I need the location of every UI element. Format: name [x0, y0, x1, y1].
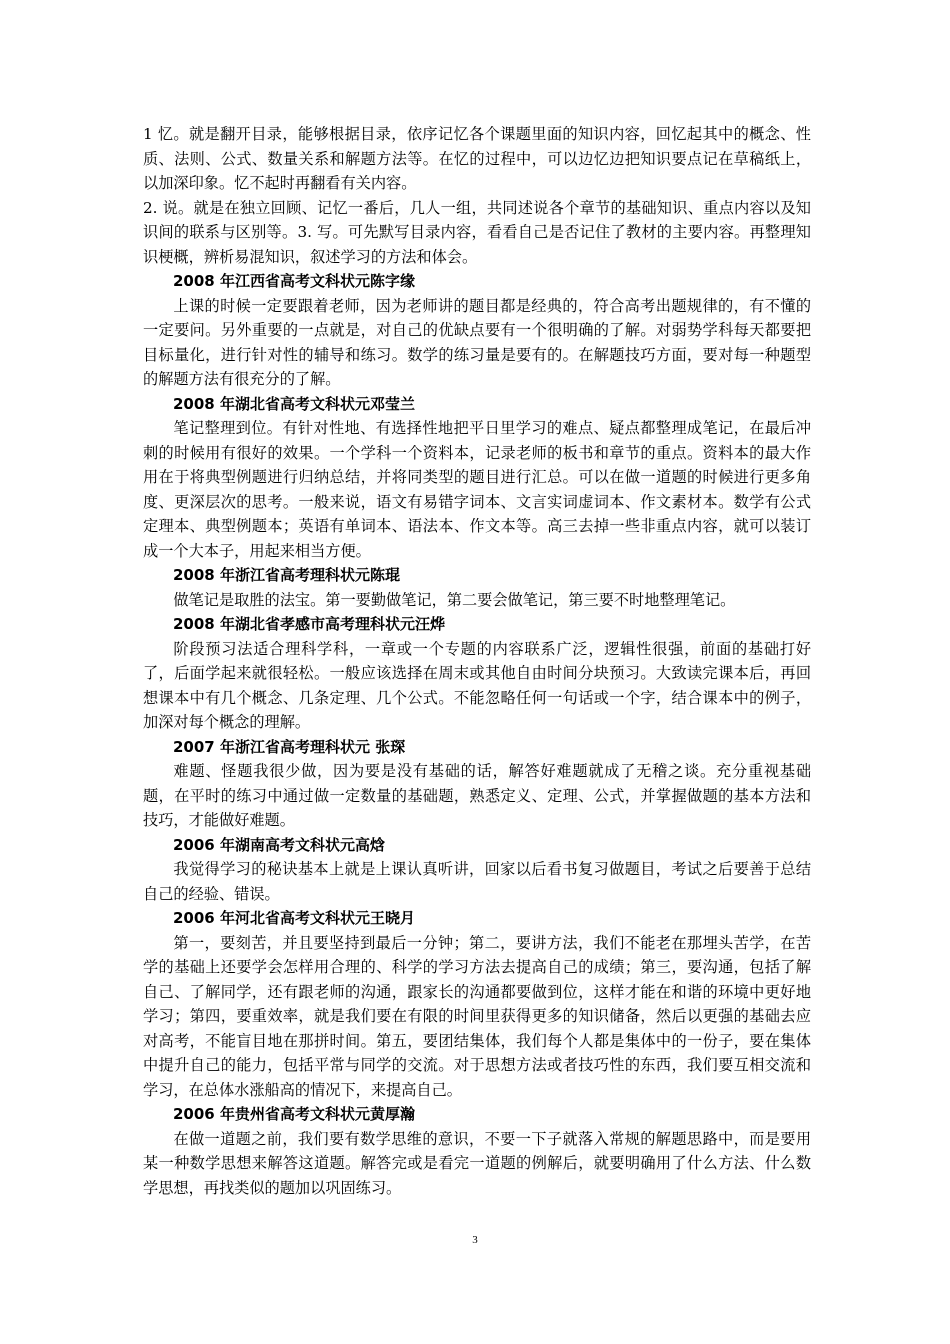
- section-body: 难题、怪题我很少做，因为要是没有基础的话，解答好难题就成了无稽之谈。充分重视基础题，在平时的练习中通过做一定数量的基础题，熟悉定义、定理、公式，并掌握做题的基本方法和技巧，才能做好难题。: [143, 762, 811, 829]
- page-number: 3: [472, 1234, 478, 1246]
- section-heading: 2008 年江西省高考文科状元陈字缘: [173, 272, 415, 290]
- section-body: 笔记整理到位。有针对性地、有选择性地把平日里学习的难点、疑点都整理成笔记，在最后冲刺的时候用有很好的效果。一个学科一个资料本，记录老师的板书和章节的重点。资料本的最大作用在于将典型例题进行归纳总结，并将同类型的题目进行汇总。可以在做一道题的时候进行更多角度、更深层次的思考。一般来说，语文有易错字词本、文言实词虚词本、作文素材本。数学有公式定理本、典型例题本；英语有单词本、语法本、作文本等。高三去掉一些非重点内容，就可以装订成一个大本子，用起来相当方便。: [143, 419, 811, 560]
- section-body: 第一，要刻苦，并且要坚持到最后一分钟；第二，要讲方法，我们不能老在那埋头苦学，在苦学的基础上还要学会怎样用合理的、科学的学习方法去提高自己的成绩；第三，要沟通，包括了解自己、了解同学，还有跟老师的沟通，跟家长的沟通都要做到位，这样才能在和谐的环境中更好地学习；第四，要重效率，就是我们要在有限的时间里获得更多的知识储备，然后以更强的基础去应对高考，不能盲目地在那拼时间。第五，要团结集体，我们每个人都是集体中的一份子，要在集体中提升自己的能力，包括平常与同学的交流。对于思想方法或者技巧性的东西，我们要互相交流和学习，在总体水涨船高的情况下，来提高自己。: [143, 933, 811, 1099]
- section-body: 我觉得学习的秘诀基本上就是上课认真听讲，回家以后看书复习做题目，考试之后要善于总结自己的经验、错误。: [143, 860, 811, 903]
- section-heading: 2006 年河北省高考文科状元王晓月: [173, 909, 415, 927]
- section-body: 阶段预习法适合理科学科，一章或一个专题的内容联系广泛，逻辑性很强，前面的基础打好了，后面学起来就很轻松。一般应该选择在周末或其他自由时间分块预习。大致读完课本后，再回想课本中有几个概念、几条定理、几个公式。不能忽略任何一句话或一个字，结合课本中的例子，加深对每个概念的理解。: [143, 639, 811, 731]
- section-body: 上课的时候一定要跟着老师，因为老师讲的题目都是经典的，符合高考出题规律的，有不懂的一定要问。另外重要的一点就是，对自己的优缺点要有一个很明确的了解。对弱势学科每天都要把目标量化，进行针对性的辅导和练习。数学的练习量是要有的。在解题技巧方面，要对每一种题型的解题方法有很充分的了解。: [143, 296, 811, 388]
- section-heading: 2008 年湖北省孝感市高考理科状元汪烨: [173, 615, 445, 633]
- section-heading: 2006 年湖南高考文科状元高焓: [173, 835, 385, 854]
- section-heading: 2008 年湖北省高考文科状元邓莹兰: [173, 394, 415, 413]
- page-content: [143, 122, 811, 1200]
- section-heading: 2008 年浙江省高考理科状元陈琨: [173, 566, 400, 584]
- intro-paragraph-recall: 1 忆。就是翻开目录，能够根据目录，依序记忆各个课题里面的知识内容，回忆起其中的概念、性质、法则、公式、数量关系和解题方法等。在忆的过程中，可以边忆边把知识要点记在草稿纸上，以加深印象。忆不起时再翻看有关内容。: [143, 125, 811, 192]
- section-body: 在做一道题之前，我们要有数学思维的意识，不要一下子就落入常规的解题思路中，而是要用某一种数学思想来解答这道题。解答完或是看完一道题的例解后，就要明确用了什么方法、什么数学思想，再找类似的题加以巩固练习。: [143, 1129, 811, 1197]
- section-body: 做笔记是取胜的法宝。第一要勤做笔记，第二要会做笔记，第三要不时地整理笔记。: [173, 590, 736, 609]
- section-heading: 2007 年浙江省高考理科状元 张琛: [173, 737, 406, 756]
- section-heading: 2006 年贵州省高考文科状元黄厚瀚: [173, 1105, 415, 1123]
- intro-paragraph-speak-write: 2. 说。就是在独立回顾、记忆一番后，几人一组，共同述说各个章节的基础知识、重点内容以及知识间的联系与区别等。3. 写。可先默写目录内容，看看自己是否记住了教材的主要内容。再整理知识梗概，辨析易混知识，叙述学习的方法和体会。: [143, 198, 811, 266]
